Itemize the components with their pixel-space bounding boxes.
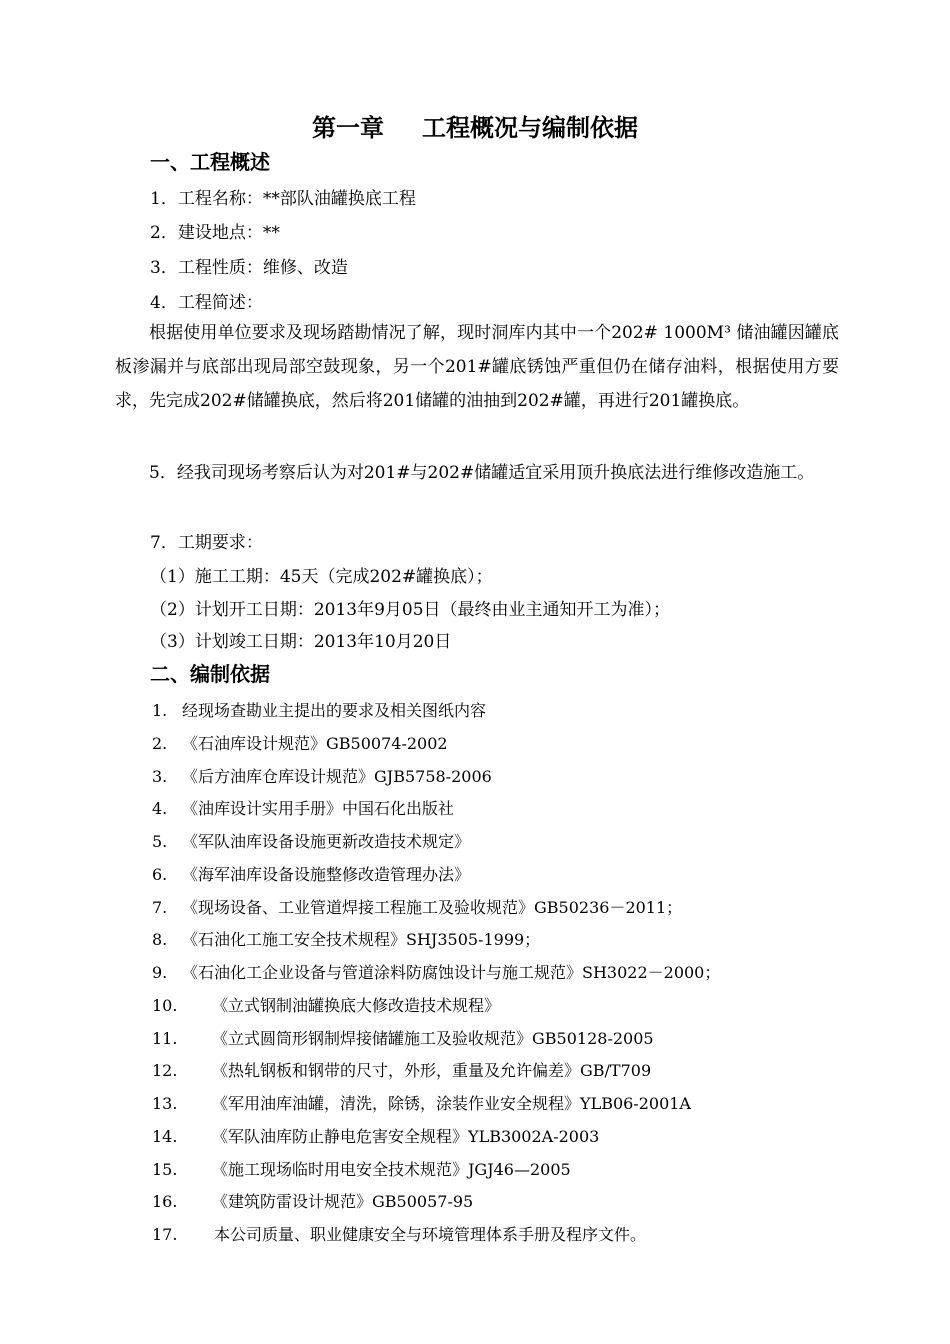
reference-number: 3. [152,767,168,786]
reference-item [152,796,454,819]
schedule-end-date: （3）计划竣工日期：2013年10月20日 [150,632,452,652]
reference-number: 5. [152,832,168,851]
reference-number: 1. [152,701,168,720]
reference-number: 16. [152,1192,178,1211]
reference-number: 8. [152,930,168,949]
project-name-item: 1．工程名称：**部队油罐换底工程 [150,189,416,209]
reference-text: 《立式钢制油罐换底大修改造技术规程》 [212,996,501,1015]
reference-text: 《军队油库防止静电危害安全规程》YLB3002A-2003 [212,1127,600,1146]
reference-item [152,764,492,787]
reference-number: 4. [152,799,168,818]
reference-item [152,862,470,885]
reference-text: 《石油库设计规范》GB50074-2002 [182,734,448,753]
reference-text: 《立式圆筒形钢制焊接储罐施工及验收规范》GB50128-2005 [212,1029,654,1048]
reference-item [152,895,682,918]
reference-number: 11. [152,1029,178,1048]
reference-text: 《后方油库仓库设计规范》GJB5758-2006 [182,767,492,786]
reference-number: 17. [152,1225,178,1244]
reference-item [152,829,470,852]
reference-item [152,960,720,983]
reference-item [152,993,500,1016]
chapter-number: 第一章 [312,114,384,142]
reference-text: 《军用油库油罐，清洗，除锈，涂装作业安全规程》YLB06-2001A [212,1094,691,1113]
reference-number: 14. [152,1127,178,1146]
reference-text: 《石油化工施工安全技术规程》SHJ3505-1999； [182,930,541,949]
reference-text: 《石油化工企业设备与管道涂料防腐蚀设计与施工规范》SH3022－2000； [182,963,721,982]
reference-number: 15. [152,1160,178,1179]
reference-number: 12. [152,1061,178,1080]
reference-item [152,1091,691,1114]
reference-item [152,1157,571,1180]
reference-item [152,1222,646,1245]
reference-text: 本公司质量、职业健康安全与环境管理体系手册及程序文件。 [214,1225,647,1244]
reference-item [152,1189,473,1212]
project-location-item: 2．建设地点：** [150,223,280,243]
reference-text: 《施工现场临时用电安全技术规范》JGJ46—2005 [212,1160,571,1179]
reference-text: 《建筑防雷设计规范》GB50057-95 [212,1192,474,1211]
chapter-name: 工程概况与编制依据 [422,114,638,142]
schedule-heading-item: 7．工期要求： [150,533,263,553]
reference-number: 9. [152,963,168,982]
reference-text: 《海军油库设备设施整修改造管理办法》 [182,865,471,884]
reference-item [152,731,448,754]
reference-item [152,698,486,721]
project-description-paragraph: 根据使用单位要求及现场踏勘情况了解，现时洞库内其中一个202# 1000M³ 储油罐因罐底板渗漏并与底部出现局部空鼓现象，另一个201#罐底锈蚀严重但仍在储存油料，根据使用方要求，先完成202#储罐换底，然后将201储罐的油抽到202#罐，再进行201罐换底。 [115,323,839,411]
reference-text: 《现场设备、工业管道焊接工程施工及验收规范》GB50236－2011； [182,898,683,917]
project-nature-item: 3．工程性质：维修、改造 [150,258,348,278]
reference-text: 经现场查勘业主提出的要求及相关图纸内容 [182,701,487,720]
reference-item [152,1124,599,1147]
chapter-title [0,108,950,143]
site-survey-item: 5．经我司现场考察后认为对201#与202#储罐适宜采用顶升换底法进行维修改造施工。 [149,463,815,483]
reference-number: 7. [152,898,168,917]
reference-text: 《军队油库设备设施更新改造技术规定》 [182,832,471,851]
reference-item [152,1026,654,1049]
reference-text: 《热轧钢板和钢带的尺寸，外形，重量及允许偏差》GB/T709 [212,1061,652,1080]
project-brief-item: 4．工程简述： [150,293,263,313]
reference-number: 6. [152,865,168,884]
section-heading-basis: 二、编制依据 [150,662,270,686]
reference-number: 10. [152,996,178,1015]
section-heading-overview: 一、工程概述 [150,150,270,174]
schedule-start-date: （2）计划开工日期：2013年9月05日（最终由业主通知开工为准）； [150,600,671,620]
reference-item [152,927,540,950]
reference-text: 《油库设计实用手册》中国石化出版社 [182,799,455,818]
reference-number: 2. [152,734,168,753]
reference-number: 13. [152,1094,178,1113]
schedule-duration: （1）施工工期：45天（完成202#罐换底）； [150,567,493,587]
reference-item [152,1058,651,1081]
